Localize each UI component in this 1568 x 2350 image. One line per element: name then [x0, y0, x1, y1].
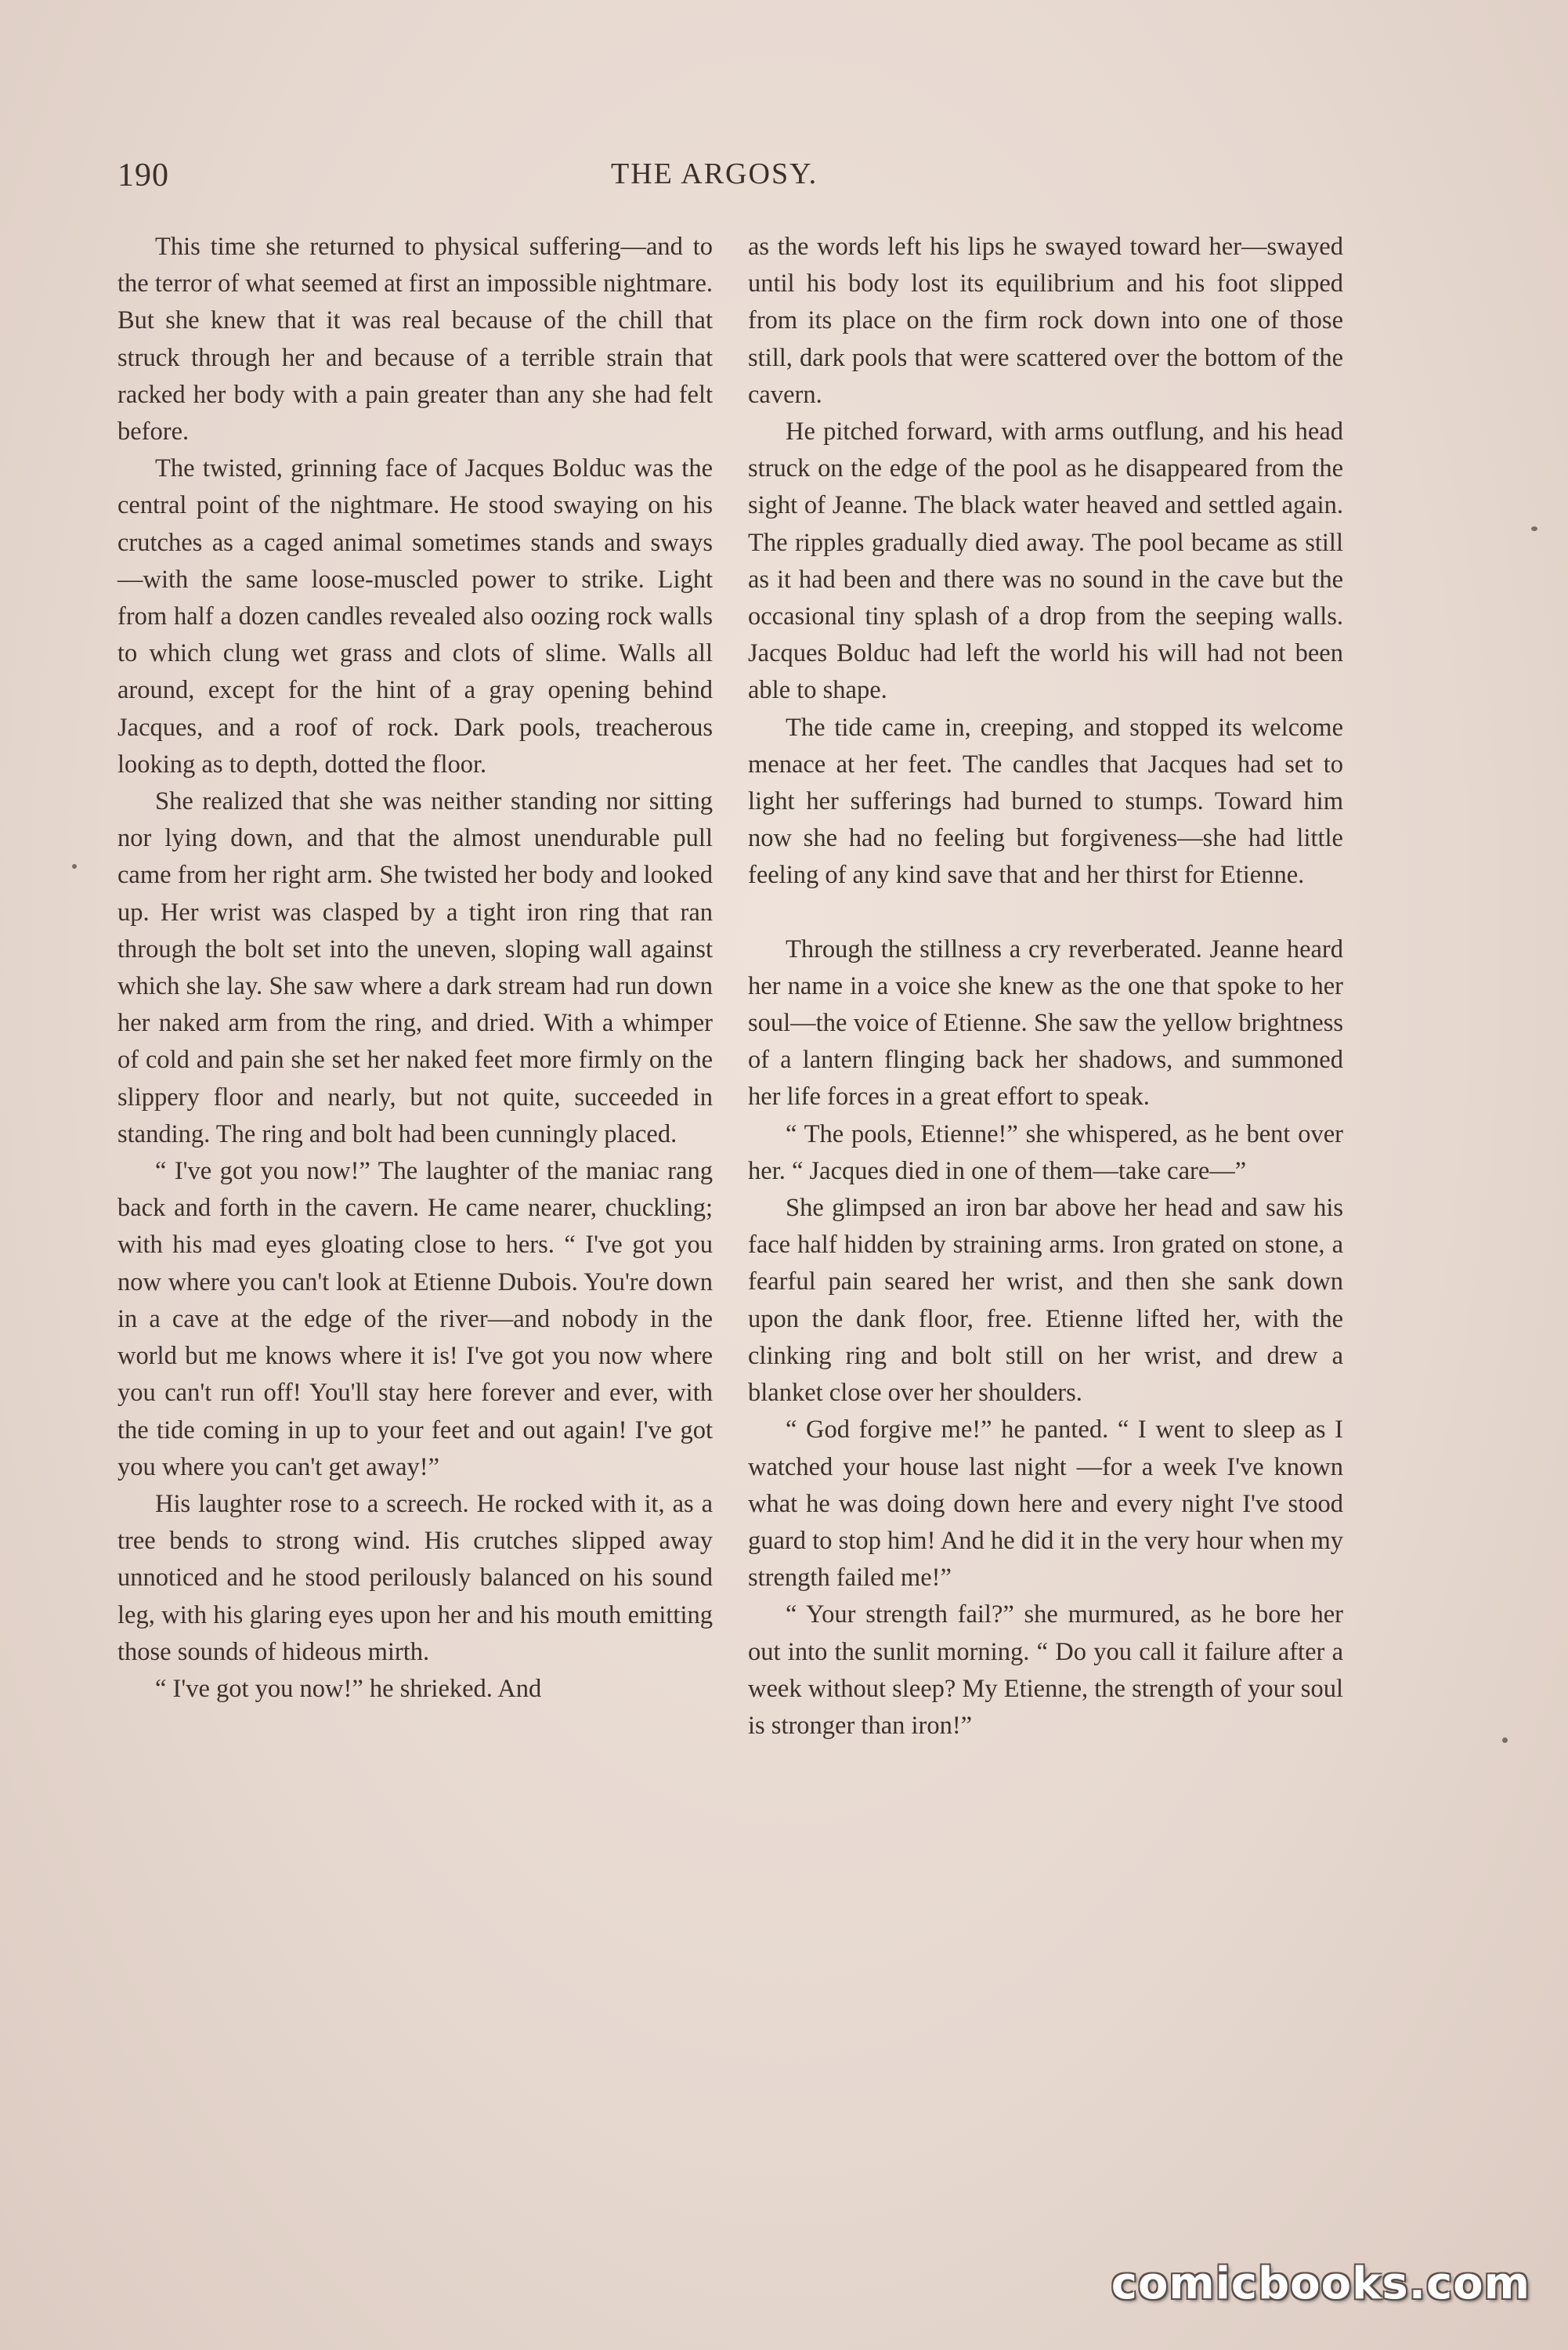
- page-number: 190: [117, 157, 169, 193]
- paragraph-continued: as the words left his lips he swayed toward her—swayed until his body lost its equilibrium and his foot slipped from its place on the firm rock down into one of those still, dark pools that were scattered over the bottom of the cavern.: [748, 233, 1343, 409]
- paragraph: She glimpsed an iron bar above her head and saw his face half hidden by straining arms. Iron grated on stone, a fearful pain seared her wrist, and then she sank down upon the dank floor, free. Etienne lifted her, with the clinking ring and bolt still on her wrist, and drew a blanket close over her shoulders.: [748, 1194, 1343, 1408]
- left-column: [117, 229, 713, 1708]
- paragraph: “ I've got you now!” he shrieked. And: [155, 1674, 542, 1703]
- paragraph: “ The pools, Etienne!” she whispered, as he bent over her. “ Jacques died in one of them—take care—”: [748, 1119, 1343, 1185]
- paragraph: This time she returned to physical suffering—and to the terror of what seemed at first an impossible nightmare. But she knew that it was real because of the chill that struck through her and because of a terrible strain that racked her body with a pain greater than any she had felt before.: [117, 233, 713, 446]
- page-header: [117, 157, 1339, 204]
- paragraph: The twisted, grinning face of Jacques Bolduc was the central point of the nightmare. He stood swaying on his crutches as a caged animal sometimes stands and sways —with the same loose-muscled power to strike. Light from half a dozen candles revealed also oozing rock walls to which clung wet grass and clots of slime. Walls all around, except for the hint of a gray opening behind Jacques, and a roof of rock. Dark pools, treacherous looking as to depth, dotted the floor.: [117, 454, 713, 779]
- paragraph: The tide came in, creeping, and stopped its welcome menace at her feet. The candles that Jacques had set to light her sufferings had burned to stumps. Toward him now she had no feeling but forgiveness—she had little feeling of any kind save that and her thirst for Etienne.: [748, 713, 1343, 890]
- paper-speck: [1531, 526, 1537, 531]
- paper-speck: [1502, 1737, 1508, 1743]
- running-title: THE ARGOSY.: [611, 157, 818, 190]
- paragraph: She realized that she was neither standing nor sitting nor lying down, and that the almost unendurable pull came from her right arm. She twisted her body and looked up. Her wrist was clasped by a tight iron ring that ran through the bolt set into the uneven, sloping wall against which she lay. She saw where a dark stream had run down her naked arm from the ring, and dried. With a whimper of cold and pain she set her naked feet more firmly on the slippery floor and nearly, but not quite, succeeded in standing. The ring and bolt had been cunningly placed.: [117, 787, 713, 1148]
- right-column: [748, 229, 1343, 1744]
- paragraph: “ Your strength fail?” she murmured, as he bore her out into the sunlit morning. “ Do you call it failure after a week without sleep? My Etienne, the strength of your soul is stronger than iron!”: [748, 1600, 1343, 1740]
- paragraph: “ I've got you now!” The laughter of the maniac rang back and forth in the cavern. He came nearer, chuckling; with his mad eyes gloating close to hers. “ I've got you now where you can't look at Etienne Dubois. You're down in a cave at the edge of the river—and nobody in the world but me knows where it is! I've got you now where you can't run off! You'll stay here forever and ever, with the tide coming in up to your feet and out again! I've got you where you can't get away!”: [117, 1157, 713, 1481]
- paper-speck: [72, 864, 77, 869]
- section-break: [748, 895, 1343, 931]
- paragraph: He pitched forward, with arms outflung, and his head struck on the edge of the pool as he disappeared from the sight of Jeanne. The black water heaved and settled again. The ripples gradually died away. The pool became as still as it had been and there was no sound in the cave but the occasional tiny splash of a drop from the seeping walls. Jacques Bolduc had left the world his will had not been able to shape.: [748, 418, 1343, 705]
- paragraph: Through the stillness a cry reverberated. Jeanne heard her name in a voice she knew as the one that spoke to her soul—the voice of Etienne. She saw the yellow brightness of a lantern flinging back her shadows, and summoned her life forces in a great effort to speak.: [748, 935, 1343, 1112]
- watermark-logo: comicbooks.com: [1111, 2258, 1530, 2309]
- paragraph: “ God forgive me!” he panted. “ I went to sleep as I watched your house last night —for a week I've known what he was doing down here and every night I've stood guard to stop him! And he did it in the very hour when my strength failed me!”: [748, 1415, 1343, 1593]
- paragraph: His laughter rose to a screech. He rocked with it, as a tree bends to strong wind. His crutches slipped away unnoticed and he stood perilously balanced on his sound leg, with his glaring eyes upon her and his mouth emitting those sounds of hideous mirth.: [117, 1489, 713, 1666]
